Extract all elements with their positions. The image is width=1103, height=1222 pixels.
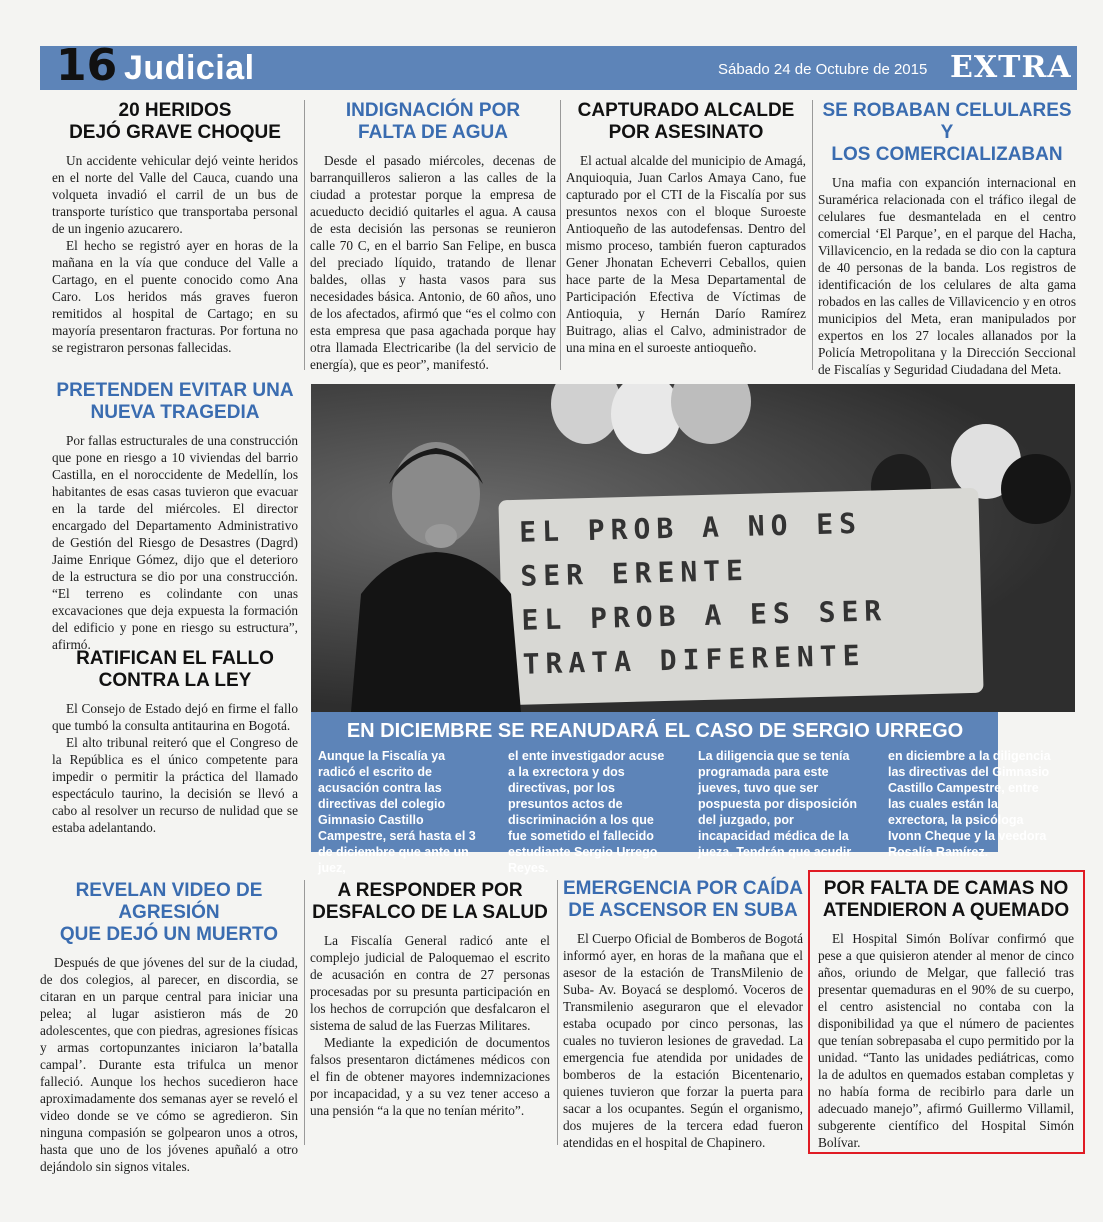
article-video bbox=[40, 880, 298, 1175]
article-alcalde bbox=[566, 100, 806, 356]
article-text: El alto tribunal reiteró que el Congreso de la República es el único competente para impedir o permitir la práctica del llamado espectáculo taurino, la decisión se llevó a cabo al resolver un recurso de nulidad que se estaba adelantando. bbox=[52, 735, 298, 835]
article-title: POR ASESINATO bbox=[608, 122, 764, 143]
balloon bbox=[1001, 454, 1071, 524]
article-choque bbox=[52, 100, 298, 356]
urrego-column: Aunque la Fiscalía ya radicó el escrito de acusación contra las directivas del colegio Gimnasio Castillo Campestre, será hasta el 3 de diciembre que ante un juez, bbox=[318, 749, 476, 875]
article-text: Por fallas estructurales de una construcción que pone en riesgo a 10 viviendas del barrio Castilla, en el noroccidente de Medellín, los habitantes de esas casas tuvieron que evacuar en la tarde del miércoles. El director encargado del Departamento Administrativo de Gestión del Riesgo de Desastres (Dagrd) Jaime Enrique Gómez, dijo que el deterioro de la estructura se dio por una construcción. “El terreno es colindante con unas excavaciones que deja expuesta la formación del edificio y pone en riesgo su estructura”, afirmó. bbox=[52, 433, 298, 652]
article-title: RATIFICAN EL FALLO bbox=[76, 648, 274, 669]
article-text: El Hospital Simón Bolívar confirmó que pese a que quisieron atender al menor de cinco años, oriundo de Melgar, que falleció tras presentar quemaduras en el 90% de su cuerpo, el centro asistencial no contaba con la disponibilidad ya que el número de pacientes que tenían sobrepasaba el cupo permitido por la unidad. “Tanto las unidades pediátricas, como la de adultos en quemados estaban completas y no había forma de recibirlo para darle un adecuado manejo”, afirmó Guillermo Villamil, subgerente científico del Hospital Simón Bolívar. bbox=[818, 931, 1074, 1150]
article-title: LOS COMERCIALIZABAN bbox=[831, 144, 1063, 165]
article-title: A RESPONDER POR bbox=[337, 880, 523, 901]
page-number: 16 bbox=[56, 40, 118, 91]
column-divider bbox=[560, 100, 561, 370]
article-text: Después de que jóvenes del sur de la ciudad, de dos colegios, al parecer, en discordia, se citaran en un parque central para iniciar una pelea; al lugar asistieron más de 20 adolescentes, que con piedras, agresiones físicas y armas cortopunzantes iniciaron la’batalla campal’. Durante esta trifulca un menor falleció. Aunque los hechos sucedieron hace aproximadamente dos semanas ayer se reveló el video donde se ve cómo se agredieron. Sin ninguna compasión se golpearon unos a otros, hasta que uno de los jóvenes apuñaló a otro dejándolo sin signos vitales. bbox=[40, 955, 298, 1174]
article-text: El Consejo de Estado dejó en firme el fallo que tumbó la consulta antitaurina en Bogotá. bbox=[52, 701, 298, 733]
article-text: El Cuerpo Oficial de Bomberos de Bogotá informó ayer, en horas de la mañana que el asesor de la estación de TransMilenio de Suba- Av. Boyacá se desplomó. Voceros de Transmilenio aseguraron que el elevador estaba ocupado por cinco personas, las cuales no tuvieron lesiones de gravedad. La emergencia fue atendida por unidades de bomberos de la estación Bicentenario, quienes tuvieron que forzar la puerta para sacar a los ocupantes. Según el organismo, dos mujeres de la tercera edad fueron atendidas en el hospital de Chapinero. bbox=[563, 931, 803, 1150]
banner-line: SER ERENTE bbox=[519, 553, 750, 593]
article-agua bbox=[310, 100, 556, 373]
article-ascensor bbox=[563, 878, 803, 1151]
article-title: QUE DEJÓ UN MUERTO bbox=[59, 924, 279, 945]
article-title: DESFALCO DE LA SALUD bbox=[312, 902, 548, 923]
article-title: FALTA DE AGUA bbox=[358, 122, 508, 143]
balloon bbox=[671, 384, 751, 444]
article-title: CAPTURADO ALCALDE bbox=[577, 100, 795, 121]
protest-photo bbox=[311, 384, 1075, 712]
article-quemado bbox=[818, 878, 1074, 1151]
section-title: Judicial bbox=[124, 49, 255, 87]
article-title: 20 HERIDOS bbox=[118, 100, 232, 121]
urrego-column: La diligencia que se tenía programada para este jueves, tuvo que ser pospuesta por disposición del juzgado, por incapacidad médica de la jueza. Tendrán que acudir bbox=[698, 749, 858, 859]
young-man-figure bbox=[351, 424, 521, 712]
article-text: Desde el pasado miércoles, decenas de barranquilleros salieron a las calles de la ciudad a protestar porque la empresa de acueducto decidió quitarles el agua. A causa de esta decisión las personas se reunieron calle 70 C, en el barrio San Felipe, en busca del preciado líquido, tratando de llenar baldes, ollas y hasta vasos para sus necesidades básica. Antonio, de 60 años, uno de los afectados, afirmó que “es el colmo con esta empresa que pasa agachada porque hay otra llamada Electricaribe (la del servicio de energía), que es peor”, manifestó. bbox=[310, 153, 556, 372]
article-text: Una mafia con expanción internacional en Suramérica relacionada con el tráfico ilegal de celulares fue desmantelada en el centro comercial ‘El Parque’, en el parque del Hacha, Villavicencio, en la redada se dio con la captura de 40 personas de la banda. Los registros de identificación de los celulares de alta gama robados en las calles de Villavicencio y en otros municipios del Meta, eran manipulados por expertos en los 27 locales allanados por la Policía Metropolitana y la Dirección Seccional de Fiscalías y Seguridad Ciudadana del Meta. bbox=[818, 175, 1076, 377]
article-title: DEJÓ GRAVE CHOQUE bbox=[69, 122, 281, 143]
column-divider bbox=[304, 880, 305, 1145]
column-divider bbox=[557, 880, 558, 1145]
protest-banner bbox=[498, 488, 983, 705]
article-title: NUEVA TRAGEDIA bbox=[90, 402, 260, 423]
article-title: CONTRA LA LEY bbox=[98, 670, 252, 691]
article-title: DE ASCENSOR EN SUBA bbox=[568, 900, 798, 921]
banner-line: TRATA DIFERENTE bbox=[522, 638, 866, 681]
article-title: EMERGENCIA POR CAÍDA bbox=[563, 878, 803, 899]
column-divider bbox=[812, 100, 813, 370]
banner-line: EL PROB A ES SER bbox=[521, 594, 888, 637]
banner-line: EL PROB A NO ES bbox=[518, 506, 863, 549]
article-title: PRETENDEN EVITAR UNA bbox=[56, 380, 294, 401]
article-title: ATENDIERON A QUEMADO bbox=[822, 900, 1070, 921]
column-divider bbox=[304, 100, 305, 370]
article-text: El hecho se registró ayer en horas de la mañana en la vía que conduce del Valle a Cartago, en el puente conocido como Ana Caro. Los heridos más graves fueron remitidos al hospital de Cartago; en su mayoría presentaron fracturas. Por fortuna no se registraron personas fallecidas. bbox=[52, 238, 298, 355]
article-text: La Fiscalía General radicó ante el complejo judicial de Paloquemao el escrito de acusación en contra de 27 personas procesadas por su presunta participación en los hechos de corrupción que desfalcaron el sistema de salud de las Fuerzas Militares. bbox=[310, 933, 550, 1033]
article-text: El actual alcalde del municipio de Amagá, Anquioquia, Juan Carlos Amaya Cano, fue capturado por el CTI de la Fiscalía por sus presuntos nexos con el bloque Suroeste Antioqueño de las autodefensas. Dentro del mismo proceso, también fueron capturados Gener Jhonatan Echeverri Ceballos, quien hace parte de la Mesa Departamental de Participación Efectiva de Víctimas de Antioquia, y Hernán Darío Ramírez Buitrago, alias el Calvo, administrador de una mina en el suroeste antioqueño. bbox=[566, 153, 806, 355]
article-title: INDIGNACIÓN POR bbox=[345, 100, 521, 121]
article-text: Un accidente vehicular dejó veinte heridos en el norte del Valle del Cauca, cuando una volqueta invadió el carril de un bus de transporte turístico que transportaba personal de un ingenio azucarero. bbox=[52, 153, 298, 236]
article-title: POR FALTA DE CAMAS NO bbox=[823, 878, 1069, 899]
article-celulares bbox=[818, 100, 1076, 378]
issue-date: Sábado 24 de Octubre de 2015 bbox=[718, 61, 928, 78]
article-fallo bbox=[52, 648, 298, 836]
article-salud bbox=[310, 880, 550, 1119]
brand-logo: EXTRA bbox=[950, 50, 1072, 85]
article-title: SE ROBABAN CELULARES Y bbox=[822, 100, 1072, 143]
article-tragedia bbox=[52, 380, 298, 653]
article-text: Mediante la expedición de documentos falsos presentaron dictámenes médicos con el fin de obtener mayores indemnizaciones por incapacidad, y a su vez tener acceso a una pensión “a la que no tenían mérito”. bbox=[310, 1035, 550, 1118]
urrego-column: en diciembre a la diligencia las directivas del Gimnasio Castillo Campestre, entre las cuales están la exrectora, la psicóloga Ivonn Cheque y la veedora Rosalía Ramírez. bbox=[888, 749, 1051, 859]
urrego-title: EN DICIEMBRE SE REANUDARÁ EL CASO DE SERGIO URREGO bbox=[346, 720, 964, 742]
article-title: REVELAN VIDEO DE AGRESIÓN bbox=[75, 880, 263, 923]
urrego-column: el ente investigador acuse a la exrectora y dos directivas, por los presuntos actos de discriminación a los que fue sometido el fallecido estudiante Sergio Urrego Reyes. bbox=[508, 749, 665, 875]
